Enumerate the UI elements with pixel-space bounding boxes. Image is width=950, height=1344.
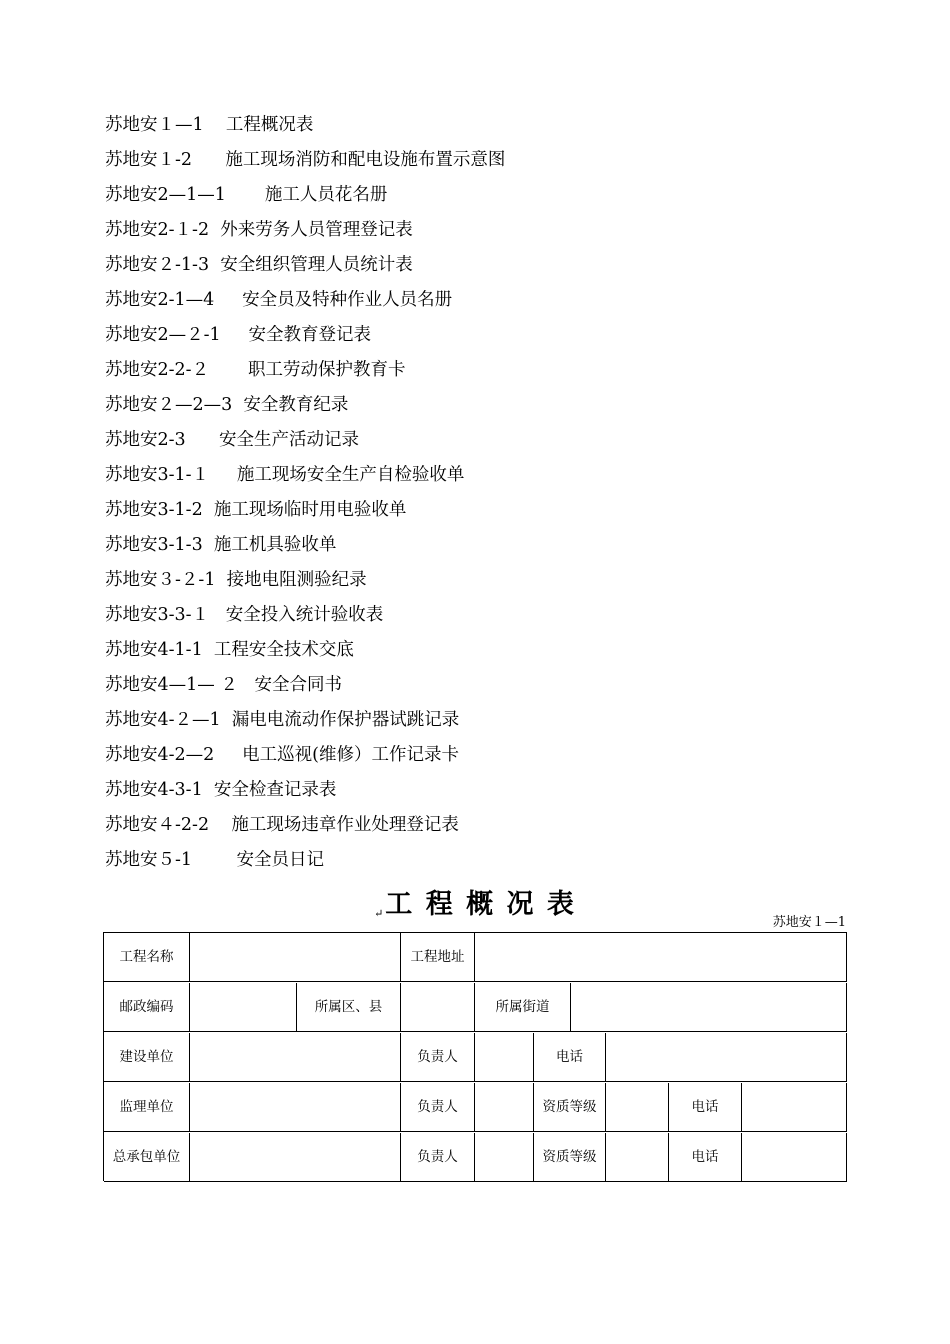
index-item-3-1-1: 苏地安3-1-１ 施工现场安全生产自检验收单	[105, 465, 465, 485]
index-item-2-1-1: 苏地安2—1—1 施工人员花名册	[105, 185, 388, 205]
index-item-1-2: 苏地安１-2 施工现场消防和配电设施布置示意图	[105, 150, 506, 170]
supervision-qualification-label: 资质等级	[534, 1083, 606, 1132]
construction-unit-label: 建设单位	[104, 1033, 190, 1082]
supervision-unit-field[interactable]	[190, 1083, 401, 1132]
construction-unit-field[interactable]	[190, 1033, 401, 1082]
contractor-phone-label: 电话	[669, 1133, 742, 1182]
supervision-unit-label: 监理单位	[104, 1083, 190, 1132]
contractor-qualification-field[interactable]	[606, 1133, 669, 1182]
form-title-text: 工 程 概 况 表	[385, 889, 576, 920]
table-row	[104, 1133, 847, 1183]
supervision-phone-label: 电话	[669, 1083, 742, 1132]
table-row	[104, 1083, 847, 1133]
table-row	[104, 1033, 847, 1083]
district-county-label: 所属区、县	[297, 983, 401, 1032]
construction-phone-field[interactable]	[606, 1033, 847, 1082]
index-item-3-3-1: 苏地安3-3-１ 安全投入统计验收表	[105, 605, 384, 625]
contractor-person-field[interactable]	[475, 1133, 534, 1182]
project-overview-table	[103, 932, 847, 1181]
general-contractor-label: 总承包单位	[104, 1133, 190, 1182]
project-name-field[interactable]	[190, 933, 401, 982]
index-item-4-2-2: 苏地安4-2—2 电工巡视(维修）工作记录卡	[105, 745, 459, 765]
index-item-2-2-3: 苏地安２—2—3 安全教育纪录	[105, 395, 349, 415]
supervision-qualification-field[interactable]	[606, 1083, 669, 1132]
project-name-label: 工程名称	[104, 933, 190, 982]
index-item-2-1-2: 苏地安2-１-2 外来劳务人员管理登记表	[105, 220, 413, 240]
index-item-4-2-1: 苏地安4-２—1 漏电电流动作保护器试跳记录	[105, 710, 460, 730]
construction-person-field[interactable]	[475, 1033, 534, 1082]
supervision-phone-field[interactable]	[742, 1083, 847, 1132]
index-item-3-2-1: 苏地安３-２-1 接地电阻测验纪录	[105, 570, 367, 590]
contractor-person-label: 负责人	[401, 1133, 475, 1182]
index-item-3-1-3: 苏地安3-1-3 施工机具验收单	[105, 535, 337, 555]
index-item-2-2-2: 苏地安2-2-２ 职工劳动保护教育卡	[105, 360, 406, 380]
index-item-4-1-2: 苏地安4—1— ２ 安全合同书	[105, 675, 343, 695]
construction-phone-label: 电话	[534, 1033, 606, 1082]
index-item-4-1-1: 苏地安4-1-1 工程安全技术交底	[105, 640, 354, 660]
index-item-5-1: 苏地安５-1 安全员日记	[105, 850, 325, 870]
supervision-person-field[interactable]	[475, 1083, 534, 1132]
contractor-phone-field[interactable]	[742, 1133, 847, 1182]
street-field[interactable]	[571, 983, 847, 1032]
index-item-1-1: 苏地安１—1 工程概况表	[105, 115, 314, 135]
index-item-2-2-1: 苏地安2—２-1 安全教育登记表	[105, 325, 371, 345]
table-row	[104, 983, 847, 1033]
index-item-2-1-3: 苏地安２-1-3 安全组织管理人员统计表	[105, 255, 413, 275]
postal-code-field[interactable]	[190, 983, 297, 1032]
contractor-qualification-label: 资质等级	[534, 1133, 606, 1182]
index-item-4-2-2b: 苏地安４-2-2 施工现场违章作业处理登记表	[105, 815, 459, 835]
street-label: 所属街道	[475, 983, 571, 1032]
general-contractor-field[interactable]	[190, 1133, 401, 1182]
supervision-person-label: 负责人	[401, 1083, 475, 1132]
postal-code-label: 邮政编码	[104, 983, 190, 1032]
index-item-3-1-2: 苏地安3-1-2 施工现场临时用电验收单	[105, 500, 407, 520]
document-index-list	[105, 108, 865, 878]
table-row	[104, 933, 847, 983]
project-address-label: 工程地址	[401, 933, 475, 982]
index-item-4-3-1: 苏地安4-3-1 安全检查记录表	[105, 780, 337, 800]
district-county-field[interactable]	[401, 983, 475, 1032]
form-code: 苏地安１—1	[772, 915, 846, 930]
index-item-2-1-4: 苏地安2-1—4 安全员及特种作业人员名册	[105, 290, 453, 310]
project-address-field[interactable]	[475, 933, 847, 982]
construction-person-label: 负责人	[401, 1033, 475, 1082]
paragraph-mark-icon: ↵	[374, 907, 386, 920]
index-item-2-3: 苏地安2-3 安全生产活动记录	[105, 430, 360, 450]
